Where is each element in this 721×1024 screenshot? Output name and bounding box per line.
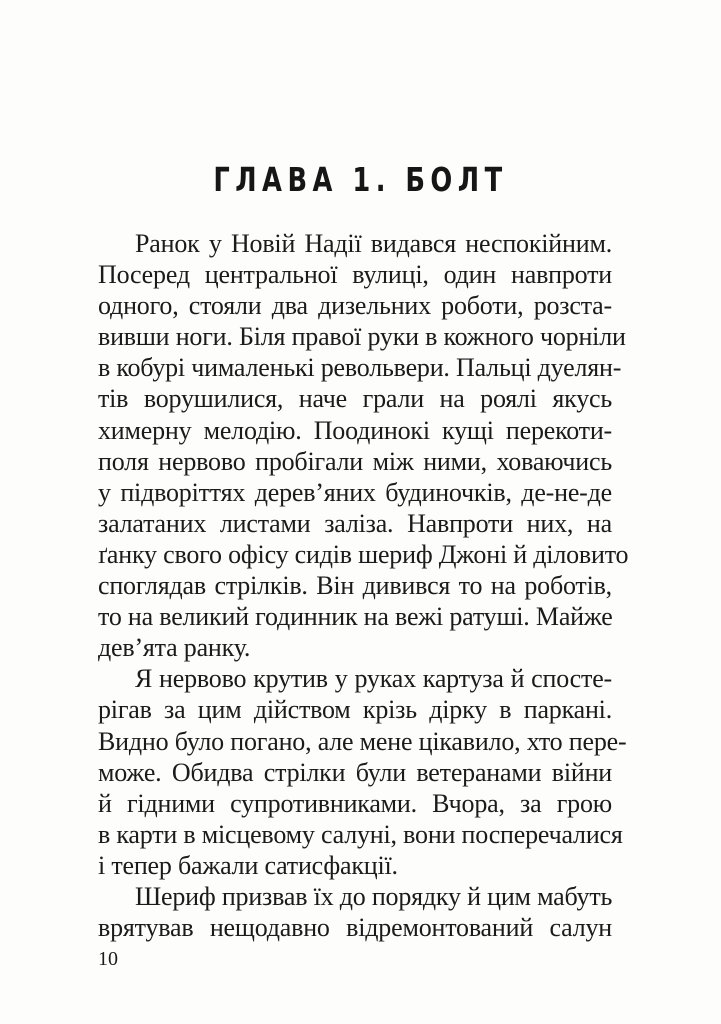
text-line: залатаних листами заліза. Навпроти них, на <box>98 508 612 538</box>
body-text <box>98 228 629 943</box>
text-line: дев’ята ранку. <box>98 633 251 663</box>
text-line: в кобурі чималенькі револьвери. Пальці дуелян- <box>98 353 622 383</box>
text-line: в карти в місцевому салуні, вони посперечалися <box>98 819 623 849</box>
text-line: врятував нещодавно відремонтований салун <box>98 913 612 943</box>
chapter-title: ГЛАВА 1. БОЛТ <box>213 160 508 199</box>
text-line: химерну мелодію. Поодинокі кущі перекоти- <box>98 415 612 445</box>
text-line: вивши ноги. Біля правої руки в кожного чорніли <box>98 322 626 352</box>
text-line: тів ворушилися, наче грали на роялі якусь <box>98 384 612 414</box>
page-number: 10 <box>98 948 118 970</box>
text-line: Посеред центральної вулиці, один навпроти <box>98 260 612 290</box>
text-line: поля нервово пробігали між ними, ховаючись <box>98 446 612 476</box>
text-line: Ранок у Новій Надії видався неспокійним. <box>135 229 612 258</box>
text-line: ґанку свого офісу сидів шериф Джоні й діловито <box>98 539 629 569</box>
text-line: Видно було погано, але мене цікавило, хто пере- <box>98 726 627 756</box>
text-line: й гідними супротивниками. Вчора, за грою <box>98 788 612 818</box>
text-line: рігав за цим дійством крізь дірку в паркані. <box>98 695 612 725</box>
text-line: то на великий годинник на вежі ратуші. Майже <box>98 602 613 632</box>
text-line: одного, стояли два дизельних роботи, розста- <box>98 291 612 321</box>
text-line: у підворіттях дерев’яних будиночків, де-не-де <box>98 477 612 507</box>
text-line: може. Обидва стрілки були ветеранами війни <box>98 757 612 787</box>
text-line: Я нервово крутив у руках картуза й спосте- <box>135 664 612 694</box>
text-line: Шериф призвав їх до порядку й цим мабуть <box>135 881 613 911</box>
text-line: споглядав стрілків. Він дивився то на роботів, <box>98 571 612 601</box>
text-line: і тепер бажали сатисфакції. <box>98 850 398 880</box>
